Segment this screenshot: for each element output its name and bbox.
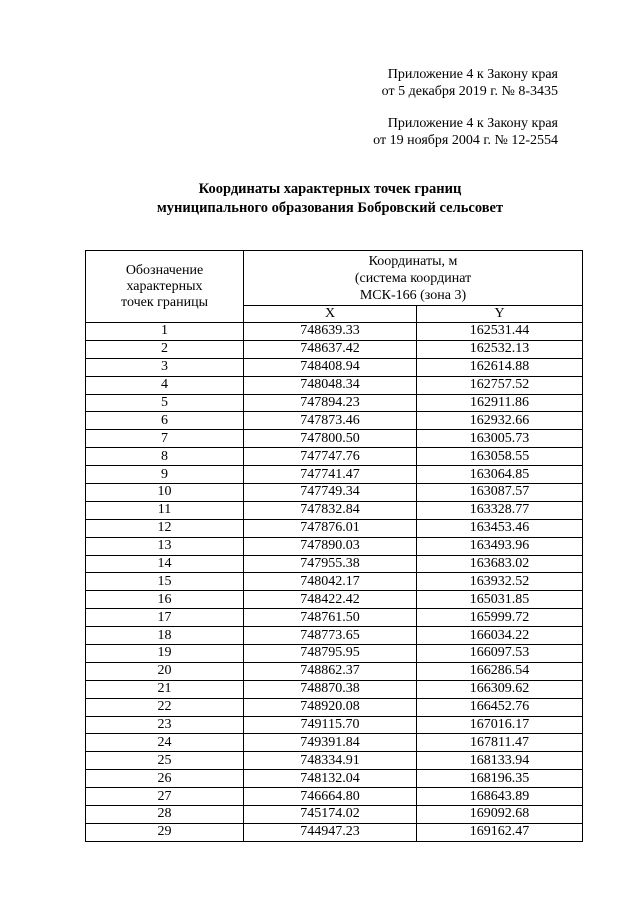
- table-row: [86, 770, 583, 788]
- x-coordinate: 748042.17: [244, 573, 417, 591]
- table-row: [86, 752, 583, 770]
- x-coordinate: 748773.65: [244, 627, 417, 645]
- table-row: [86, 591, 583, 609]
- x-coordinate: 747876.01: [244, 519, 417, 537]
- point-number: 10: [86, 484, 244, 502]
- x-coordinate: 748870.38: [244, 680, 417, 698]
- table-row: [86, 537, 583, 555]
- point-number: 27: [86, 788, 244, 806]
- x-coordinate: 747749.34: [244, 484, 417, 502]
- table-row: [86, 448, 583, 466]
- y-coordinate: 165031.85: [417, 591, 583, 609]
- point-number: 7: [86, 430, 244, 448]
- point-number: 13: [86, 537, 244, 555]
- table-row: [86, 484, 583, 502]
- y-coordinate: 162614.88: [417, 358, 583, 376]
- x-coordinate: 747832.84: [244, 501, 417, 519]
- ref-line: Приложение 4 к Закону края: [387, 67, 558, 82]
- point-number: 24: [86, 734, 244, 752]
- table-row: [86, 788, 583, 806]
- y-coordinate: 167016.17: [417, 716, 583, 734]
- x-coordinate: 747890.03: [244, 537, 417, 555]
- amendment-reference: [382, 66, 558, 100]
- header-line: Координаты, м: [368, 253, 458, 269]
- x-coordinate: 747873.46: [244, 412, 417, 430]
- x-coordinate: 748639.33: [244, 323, 417, 341]
- point-number: 2: [86, 340, 244, 358]
- y-coordinate: 162932.66: [417, 412, 583, 430]
- x-coordinate: 747800.50: [244, 430, 417, 448]
- table-row: [86, 716, 583, 734]
- x-coordinate: 744947.23: [244, 823, 417, 841]
- point-number: 14: [86, 555, 244, 573]
- y-coordinate: 166286.54: [417, 662, 583, 680]
- header-coordinates: [244, 251, 583, 306]
- point-number: 19: [86, 645, 244, 663]
- point-number: 1: [86, 323, 244, 341]
- ref-line: от 19 ноября 2004 г. № 12-2554: [373, 133, 558, 148]
- table-row: [86, 573, 583, 591]
- y-coordinate: 163328.77: [417, 501, 583, 519]
- header-line: характерных: [126, 278, 203, 294]
- document-title: [0, 180, 640, 218]
- x-coordinate: 745174.02: [244, 806, 417, 824]
- table-row: [86, 340, 583, 358]
- header-line: (система координат: [354, 270, 472, 286]
- y-coordinate: 163683.02: [417, 555, 583, 573]
- table-row: [86, 662, 583, 680]
- table-row: [86, 430, 583, 448]
- table-row: [86, 376, 583, 394]
- point-number: 22: [86, 698, 244, 716]
- y-coordinate: 168196.35: [417, 770, 583, 788]
- y-coordinate: 163058.55: [417, 448, 583, 466]
- x-coordinate: 748795.95: [244, 645, 417, 663]
- y-coordinate: 168643.89: [417, 788, 583, 806]
- y-coordinate: 166034.22: [417, 627, 583, 645]
- y-coordinate: 163087.57: [417, 484, 583, 502]
- header-point: [86, 251, 244, 323]
- x-coordinate: 747741.47: [244, 466, 417, 484]
- header-line: МСК-166 (зона 3): [359, 287, 467, 303]
- table-row: [86, 501, 583, 519]
- ref-line: Приложение 4 к Закону края: [387, 116, 558, 131]
- x-coordinate: 747747.76: [244, 448, 417, 466]
- point-number: 28: [86, 806, 244, 824]
- x-coordinate: 748761.50: [244, 609, 417, 627]
- table-row: [86, 734, 583, 752]
- x-coordinate: 747955.38: [244, 555, 417, 573]
- y-coordinate: 165999.72: [417, 609, 583, 627]
- table-row: [86, 555, 583, 573]
- table-row: [86, 627, 583, 645]
- ref-line: от 5 декабря 2019 г. № 8-3435: [381, 84, 558, 99]
- y-coordinate: 168133.94: [417, 752, 583, 770]
- table-row: [86, 358, 583, 376]
- point-number: 23: [86, 716, 244, 734]
- y-coordinate: 162531.44: [417, 323, 583, 341]
- table-row: [86, 823, 583, 841]
- point-number: 17: [86, 609, 244, 627]
- table-row: [86, 394, 583, 412]
- y-coordinate: 169162.47: [417, 823, 583, 841]
- table-row: [86, 323, 583, 341]
- y-coordinate: 163932.52: [417, 573, 583, 591]
- point-number: 21: [86, 680, 244, 698]
- x-coordinate: 748132.04: [244, 770, 417, 788]
- header-x: X: [244, 306, 417, 323]
- table-row: [86, 466, 583, 484]
- x-coordinate: 747894.23: [244, 394, 417, 412]
- point-number: 26: [86, 770, 244, 788]
- y-coordinate: 166309.62: [417, 680, 583, 698]
- table-row: [86, 519, 583, 537]
- point-number: 29: [86, 823, 244, 841]
- x-coordinate: 748334.91: [244, 752, 417, 770]
- y-coordinate: 166097.53: [417, 645, 583, 663]
- y-coordinate: 167811.47: [417, 734, 583, 752]
- table-row: [86, 698, 583, 716]
- header-line: точек границы: [121, 294, 208, 310]
- x-coordinate: 748637.42: [244, 340, 417, 358]
- point-number: 3: [86, 358, 244, 376]
- table-row: [86, 806, 583, 824]
- point-number: 25: [86, 752, 244, 770]
- title-line: муниципального образования Бобровский сельсовет: [156, 200, 504, 216]
- header-y: Y: [417, 306, 583, 323]
- point-number: 4: [86, 376, 244, 394]
- x-coordinate: 749115.70: [244, 716, 417, 734]
- y-coordinate: 166452.76: [417, 698, 583, 716]
- point-number: 6: [86, 412, 244, 430]
- header-line: Обозначение: [125, 262, 204, 278]
- point-number: 9: [86, 466, 244, 484]
- x-coordinate: 748408.94: [244, 358, 417, 376]
- x-coordinate: 746664.80: [244, 788, 417, 806]
- x-coordinate: 748862.37: [244, 662, 417, 680]
- table-row: [86, 412, 583, 430]
- x-coordinate: 748422.42: [244, 591, 417, 609]
- y-coordinate: 169092.68: [417, 806, 583, 824]
- y-coordinate: 163493.96: [417, 537, 583, 555]
- x-coordinate: 748048.34: [244, 376, 417, 394]
- y-coordinate: 162757.52: [417, 376, 583, 394]
- point-number: 11: [86, 501, 244, 519]
- point-number: 16: [86, 591, 244, 609]
- point-number: 15: [86, 573, 244, 591]
- y-coordinate: 162532.13: [417, 340, 583, 358]
- table-row: [86, 609, 583, 627]
- coordinates-table: [85, 250, 583, 842]
- y-coordinate: 163064.85: [417, 466, 583, 484]
- point-number: 20: [86, 662, 244, 680]
- point-number: 8: [86, 448, 244, 466]
- original-reference: [373, 115, 558, 149]
- x-coordinate: 748920.08: [244, 698, 417, 716]
- table-row: [86, 645, 583, 663]
- y-coordinate: 163453.46: [417, 519, 583, 537]
- x-coordinate: 749391.84: [244, 734, 417, 752]
- point-number: 12: [86, 519, 244, 537]
- y-coordinate: 163005.73: [417, 430, 583, 448]
- table-row: [86, 680, 583, 698]
- y-coordinate: 162911.86: [417, 394, 583, 412]
- point-number: 5: [86, 394, 244, 412]
- title-line: Координаты характерных точек границ: [198, 181, 462, 197]
- point-number: 18: [86, 627, 244, 645]
